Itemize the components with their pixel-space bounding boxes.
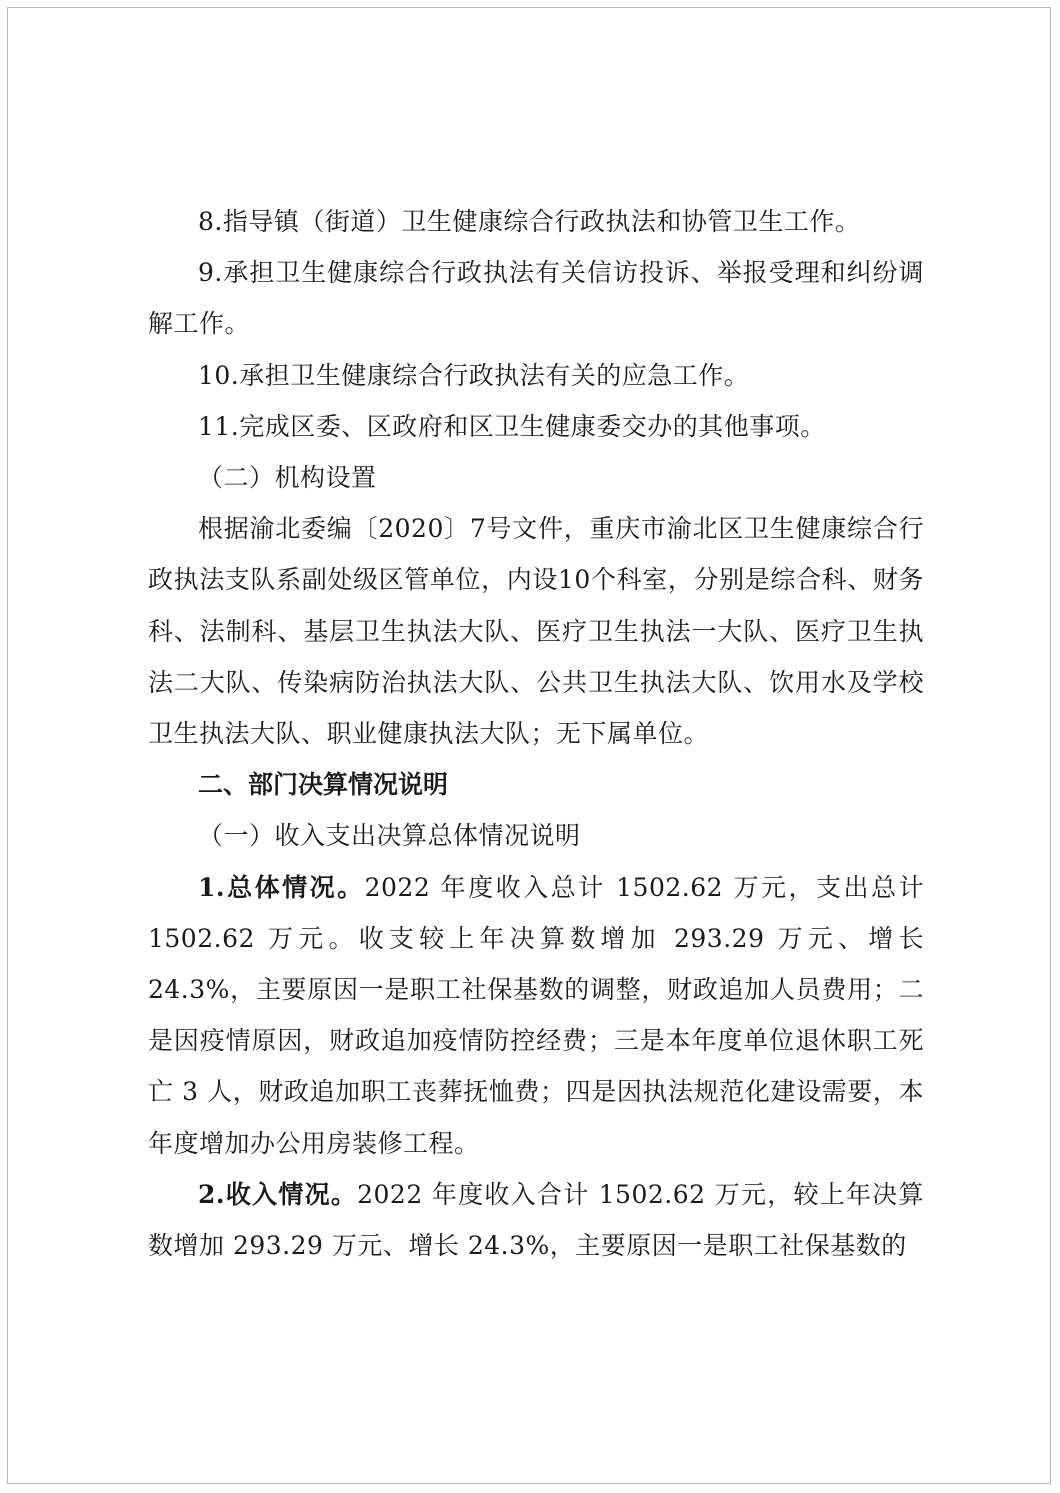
- list-item: 8.指导镇（街道）卫生健康综合行政执法和协管卫生工作。: [198, 207, 861, 236]
- overall-text: 2022 年度收入总计 1502.62 万元，支出总计 1502.62 万元。收支较上年决算数增加 293.29 万元、增长 24.3%，主要原因一是职工社保基数的调整，财政追加人员费用；二是因疫情原因，财政追加疫情防控经费；三是本年度单位退休职工死亡 3 人，财政追加职工丧葬抚恤费；四是因执法规范化建设需要，本年度增加办公用房装修工程。: [148, 872, 924, 1158]
- section-heading: 二、部门决算情况说明: [198, 770, 449, 800]
- list-item: 11.完成区委、区政府和区卫生健康委交办的其他事项。: [198, 411, 826, 441]
- overall-paragraph: [148, 862, 924, 1169]
- document-body: [148, 196, 924, 1271]
- overall-label: 1.总体情况。: [198, 872, 365, 902]
- org-setup-paragraph: 根据渝北委编〔2020〕7号文件，重庆市渝北区卫生健康综合行政执法支队系副处级区管单位，内设10个科室，分别是综合科、财务科、法制科、基层卫生执法大队、医疗卫生执法一大队、医疗卫生执法二大队、传染病防治执法大队、公共卫生执法大队、饮用水及学校卫生执法大队、职业健康执法大队；无下属单位。: [148, 514, 924, 749]
- income-label: 2.收入情况。: [198, 1179, 358, 1209]
- list-item: 10.承担卫生健康综合行政执法有关的应急工作。: [198, 360, 750, 390]
- income-paragraph: [148, 1169, 924, 1271]
- org-setup-heading: （二）机构设置: [198, 463, 377, 493]
- income-text: 2022 年度收入合计 1502.62 万元，较上年决算数增加 293.29 万元、增长 24.3%，主要原因一是职工社保基数的: [148, 1179, 924, 1261]
- list-item: 9.承担卫生健康综合行政执法有关信访投诉、举报受理和纠纷调解工作。: [148, 258, 924, 339]
- subsection-heading: （一）收入支出决算总体情况说明: [198, 821, 581, 851]
